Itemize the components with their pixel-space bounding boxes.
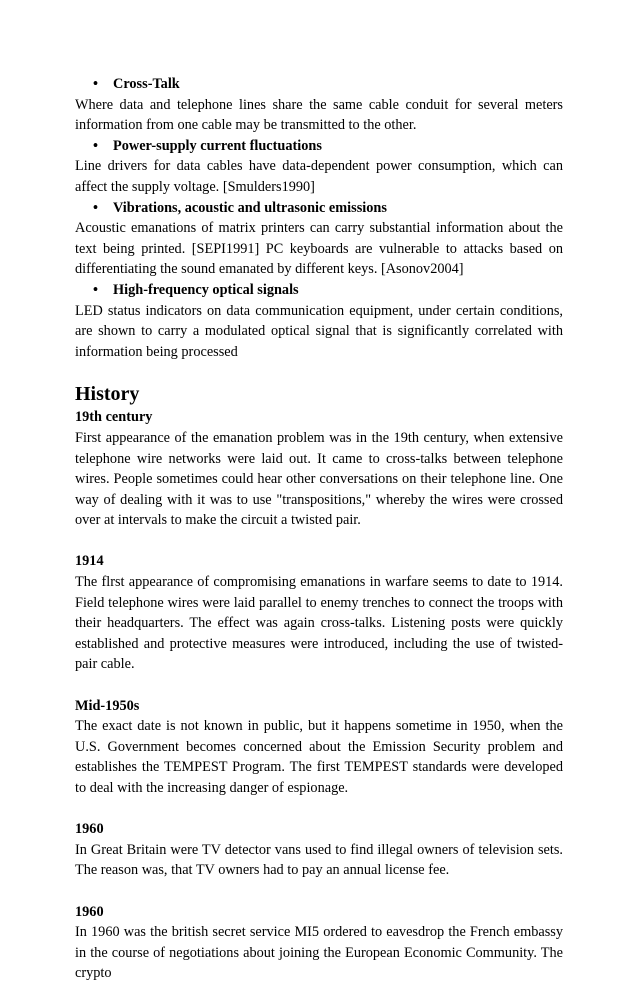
bullet-dot-icon: • xyxy=(93,199,99,216)
bullet-title: High-frequency optical signals xyxy=(113,281,299,298)
history-paragraph: The flrst appearance of compromising emanations in warfare seems to date to 1914. Field telephone wires were laid parallel to enemy trenches to connect the troops with their headquarters. The effect was again cross-talks. Listening posts were quickly established and protective measures were introduced, including the use of twisted-pair cable. xyxy=(75,574,563,673)
history-subheading: 19th century xyxy=(75,409,153,426)
bullet-item xyxy=(93,280,563,301)
history-subheading: 1914 xyxy=(75,553,104,570)
paragraph-spacer xyxy=(75,675,563,696)
bullet-item xyxy=(93,136,563,157)
bullet-title: Vibrations, acoustic and ultrasonic emissions xyxy=(113,199,387,216)
history-paragraph: In 1960 was the british secret service MI5 ordered to eavesdrop the French embassy in the course of negotiations about joining the European Economic Community. The crypto xyxy=(75,924,563,982)
history-subheading: Mid-1950s xyxy=(75,697,140,714)
bullet-item xyxy=(93,198,563,219)
history-paragraph: The exact date is not known in public, but it happens sometime in 1950, when the U.S. Government becomes concerned about the Emission Security problem and establishes the TEMPEST Program. The first TEMPEST standards were developed to deal with the increasing danger of espionage. xyxy=(75,718,563,796)
document-body xyxy=(75,74,563,984)
bullet-title: Power-supply current fluctuations xyxy=(113,137,322,154)
paragraph-spacer xyxy=(75,881,563,902)
bullet-text: Where data and telephone lines share the same cable conduit for several meters information from one cable may be transmitted to the other. xyxy=(75,96,563,134)
bullet-text: Acoustic emanations of matrix printers can carry substantial information about the text being printed. [SEPI1991] PC keyboards are vulnerable to attacks based on differentiating the sound emanated by different keys. [Asonov2004] xyxy=(75,220,563,278)
bullet-text: Line drivers for data cables have data-dependent power consumption, which can affect the supply voltage. [Smulders1990] xyxy=(75,158,563,195)
paragraph-spacer xyxy=(75,799,563,820)
bullet-dot-icon: • xyxy=(93,76,99,92)
paragraph-spacer xyxy=(75,531,563,552)
bullet-text: LED status indicators on data communication equipment, under certain conditions, are shown to carry a modulated optical signal that is significantly correlated with information being processed xyxy=(75,302,563,360)
bullet-dot-icon: • xyxy=(93,281,99,298)
history-subheading: 1960 xyxy=(75,821,104,838)
section-heading: History xyxy=(75,383,140,406)
history-subheading: 1960 xyxy=(75,903,104,920)
bullet-item xyxy=(93,74,563,95)
history-paragraph: In Great Britain were TV detector vans used to find illegal owners of television sets. The reason was, that TV owners had to pay an annual license fee. xyxy=(75,841,563,879)
bullet-dot-icon: • xyxy=(93,137,99,154)
history-paragraph: First appearance of the emanation problem was in the 19th century, when extensive telephone wire networks were laid out. It came to cross-talks between telephone wires. People sometimes could hear other conversations on their telephone line. One way of dealing with it was to use "transpositions," whereby the wires were crossed over at intervals to make the circuit a twisted pair. xyxy=(75,429,563,529)
bullet-title: Cross-Talk xyxy=(113,76,180,92)
